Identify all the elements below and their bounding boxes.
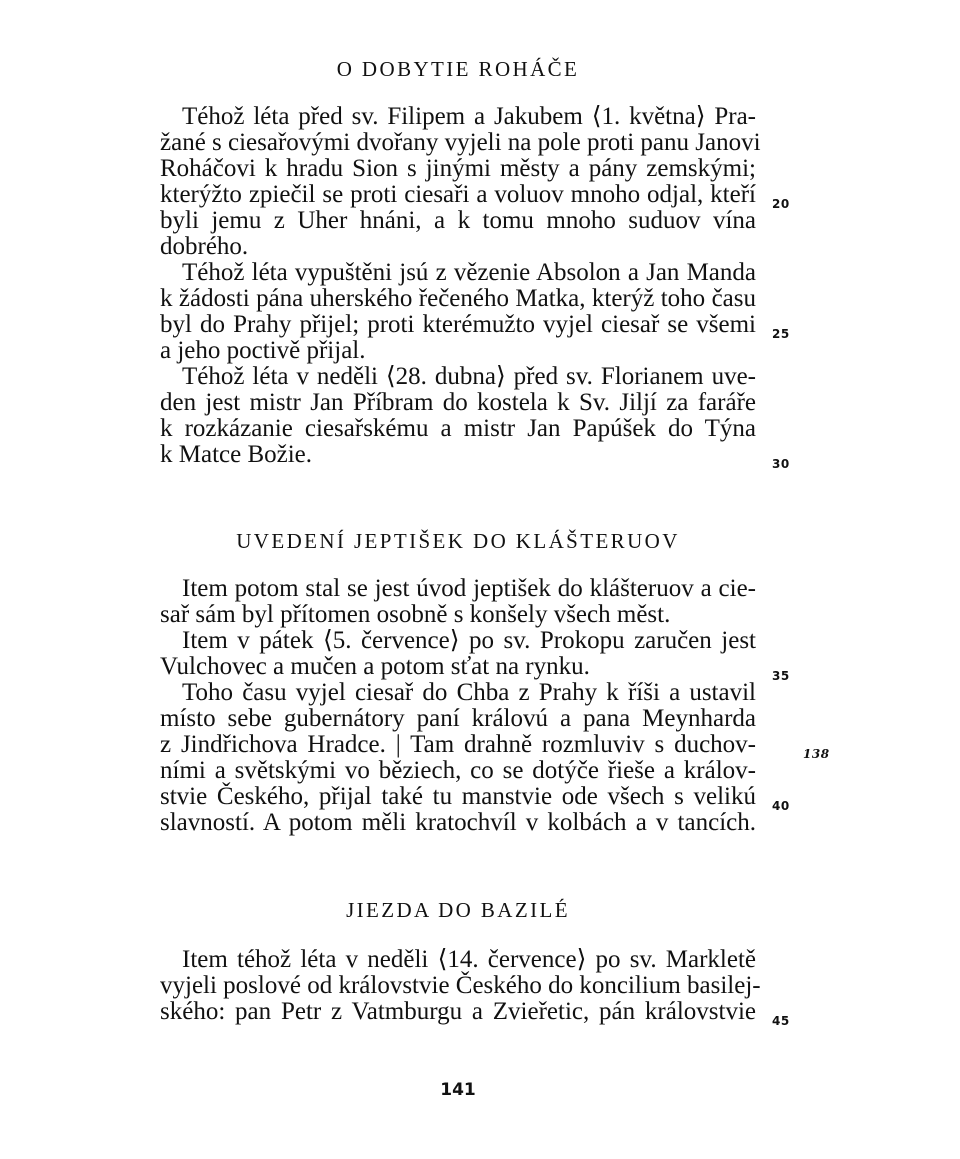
text-line: žané s ciesařovými dvořany vyjeli na pole proti panu Janovi <box>160 129 761 156</box>
text-line: Roháčovi k hradu Sion s jinými městy a pány zemskými; <box>160 155 756 182</box>
text-line: Téhož léta vypuštěni jsú z vězenie Absolon a Jan Manda <box>182 259 756 286</box>
text-line: ského: pan Petr z Vatmburgu a Zvieřetic, pán královstvie <box>160 998 756 1025</box>
text-line: Item v pátek ⟨5. července⟩ po sv. Prokopu zaručen jest <box>182 627 756 654</box>
text-line: Item potom stal se jest úvod jeptišek do klášteruov a cie- <box>182 575 756 602</box>
margin-line-number: 35 <box>772 669 790 683</box>
text-line: slavností. A potom měli kratochvíl v kolbách a v tancích. <box>160 809 756 836</box>
text-line: stvie Českého, přijal také tu manstvie ode všech s velikú <box>160 783 756 810</box>
text-line: k Matce Božie. <box>160 441 313 468</box>
margin-line-number: 45 <box>772 1014 790 1028</box>
section-title-dobytie-rohace: O DOBYTIE ROHÁČE <box>336 57 580 81</box>
text-line: kterýžto zpiečil se proti ciesaři a voluov mnoho odjal, kteří <box>160 181 756 208</box>
text-line: k žádosti pána uherského řečeného Matka, kterýž toho času <box>160 285 756 312</box>
margin-line-number: 30 <box>772 457 790 471</box>
margin-line-number: 25 <box>772 327 790 341</box>
text-line: dobrého. <box>160 233 249 260</box>
text-line: k rozkázanie ciesařskému a mistr Jan Papúšek do Týna <box>160 415 756 442</box>
margin-line-number: 20 <box>772 197 790 211</box>
text-line: Item téhož léta v neděli ⟨14. července⟩ po sv. Markletě <box>182 946 756 973</box>
text-line: a jeho poctivě přijal. <box>160 337 366 364</box>
text-line: den jest mistr Jan Příbram do kostela k Sv. Jiljí za faráře <box>160 389 756 416</box>
text-line: vyjeli poslové od královstvie Českého do koncilium basilej- <box>160 972 761 999</box>
text-line: Vulchovec a mučen a potom sťat na rynku. <box>160 653 590 680</box>
text-line: Téhož léta před sv. Filipem a Jakubem ⟨1. května⟩ Pra- <box>182 103 756 130</box>
text-line: byl do Prahy přijel; proti kterémužto vyjel ciesař se všemi <box>160 311 756 338</box>
page-number: 141 <box>440 1080 476 1100</box>
section-title-jiezda-do-bazile: JIEZDA DO BAZILÉ <box>346 898 570 922</box>
text-line: ními a světskými vo běziech, co se dotýče řieše a králov- <box>160 757 756 784</box>
text-line: Téhož léta v neděli ⟨28. dubna⟩ před sv. Florianem uve- <box>182 363 756 390</box>
margin-line-number: 40 <box>772 799 790 813</box>
margin-page-reference: 138 <box>803 747 830 761</box>
text-line: sař sám byl přítomen osobně s konšely všech měst. <box>160 601 671 628</box>
text-line: místo sebe gubernátory paní královú a pana Meynharda <box>160 705 756 732</box>
text-line: byli jemu z Uher hnáni, a k tomu mnoho suduov vína <box>160 207 756 234</box>
text-line: Toho času vyjel ciesař do Chba z Prahy k říši a ustavil <box>182 679 756 706</box>
text-line: z Jindřichova Hradce. | Tam drahně rozmluviv s duchov- <box>160 731 756 758</box>
section-title-uvedeni-jeptisek: UVEDENÍ JEPTIŠEK DO KLÁŠTERUOV <box>236 529 680 553</box>
